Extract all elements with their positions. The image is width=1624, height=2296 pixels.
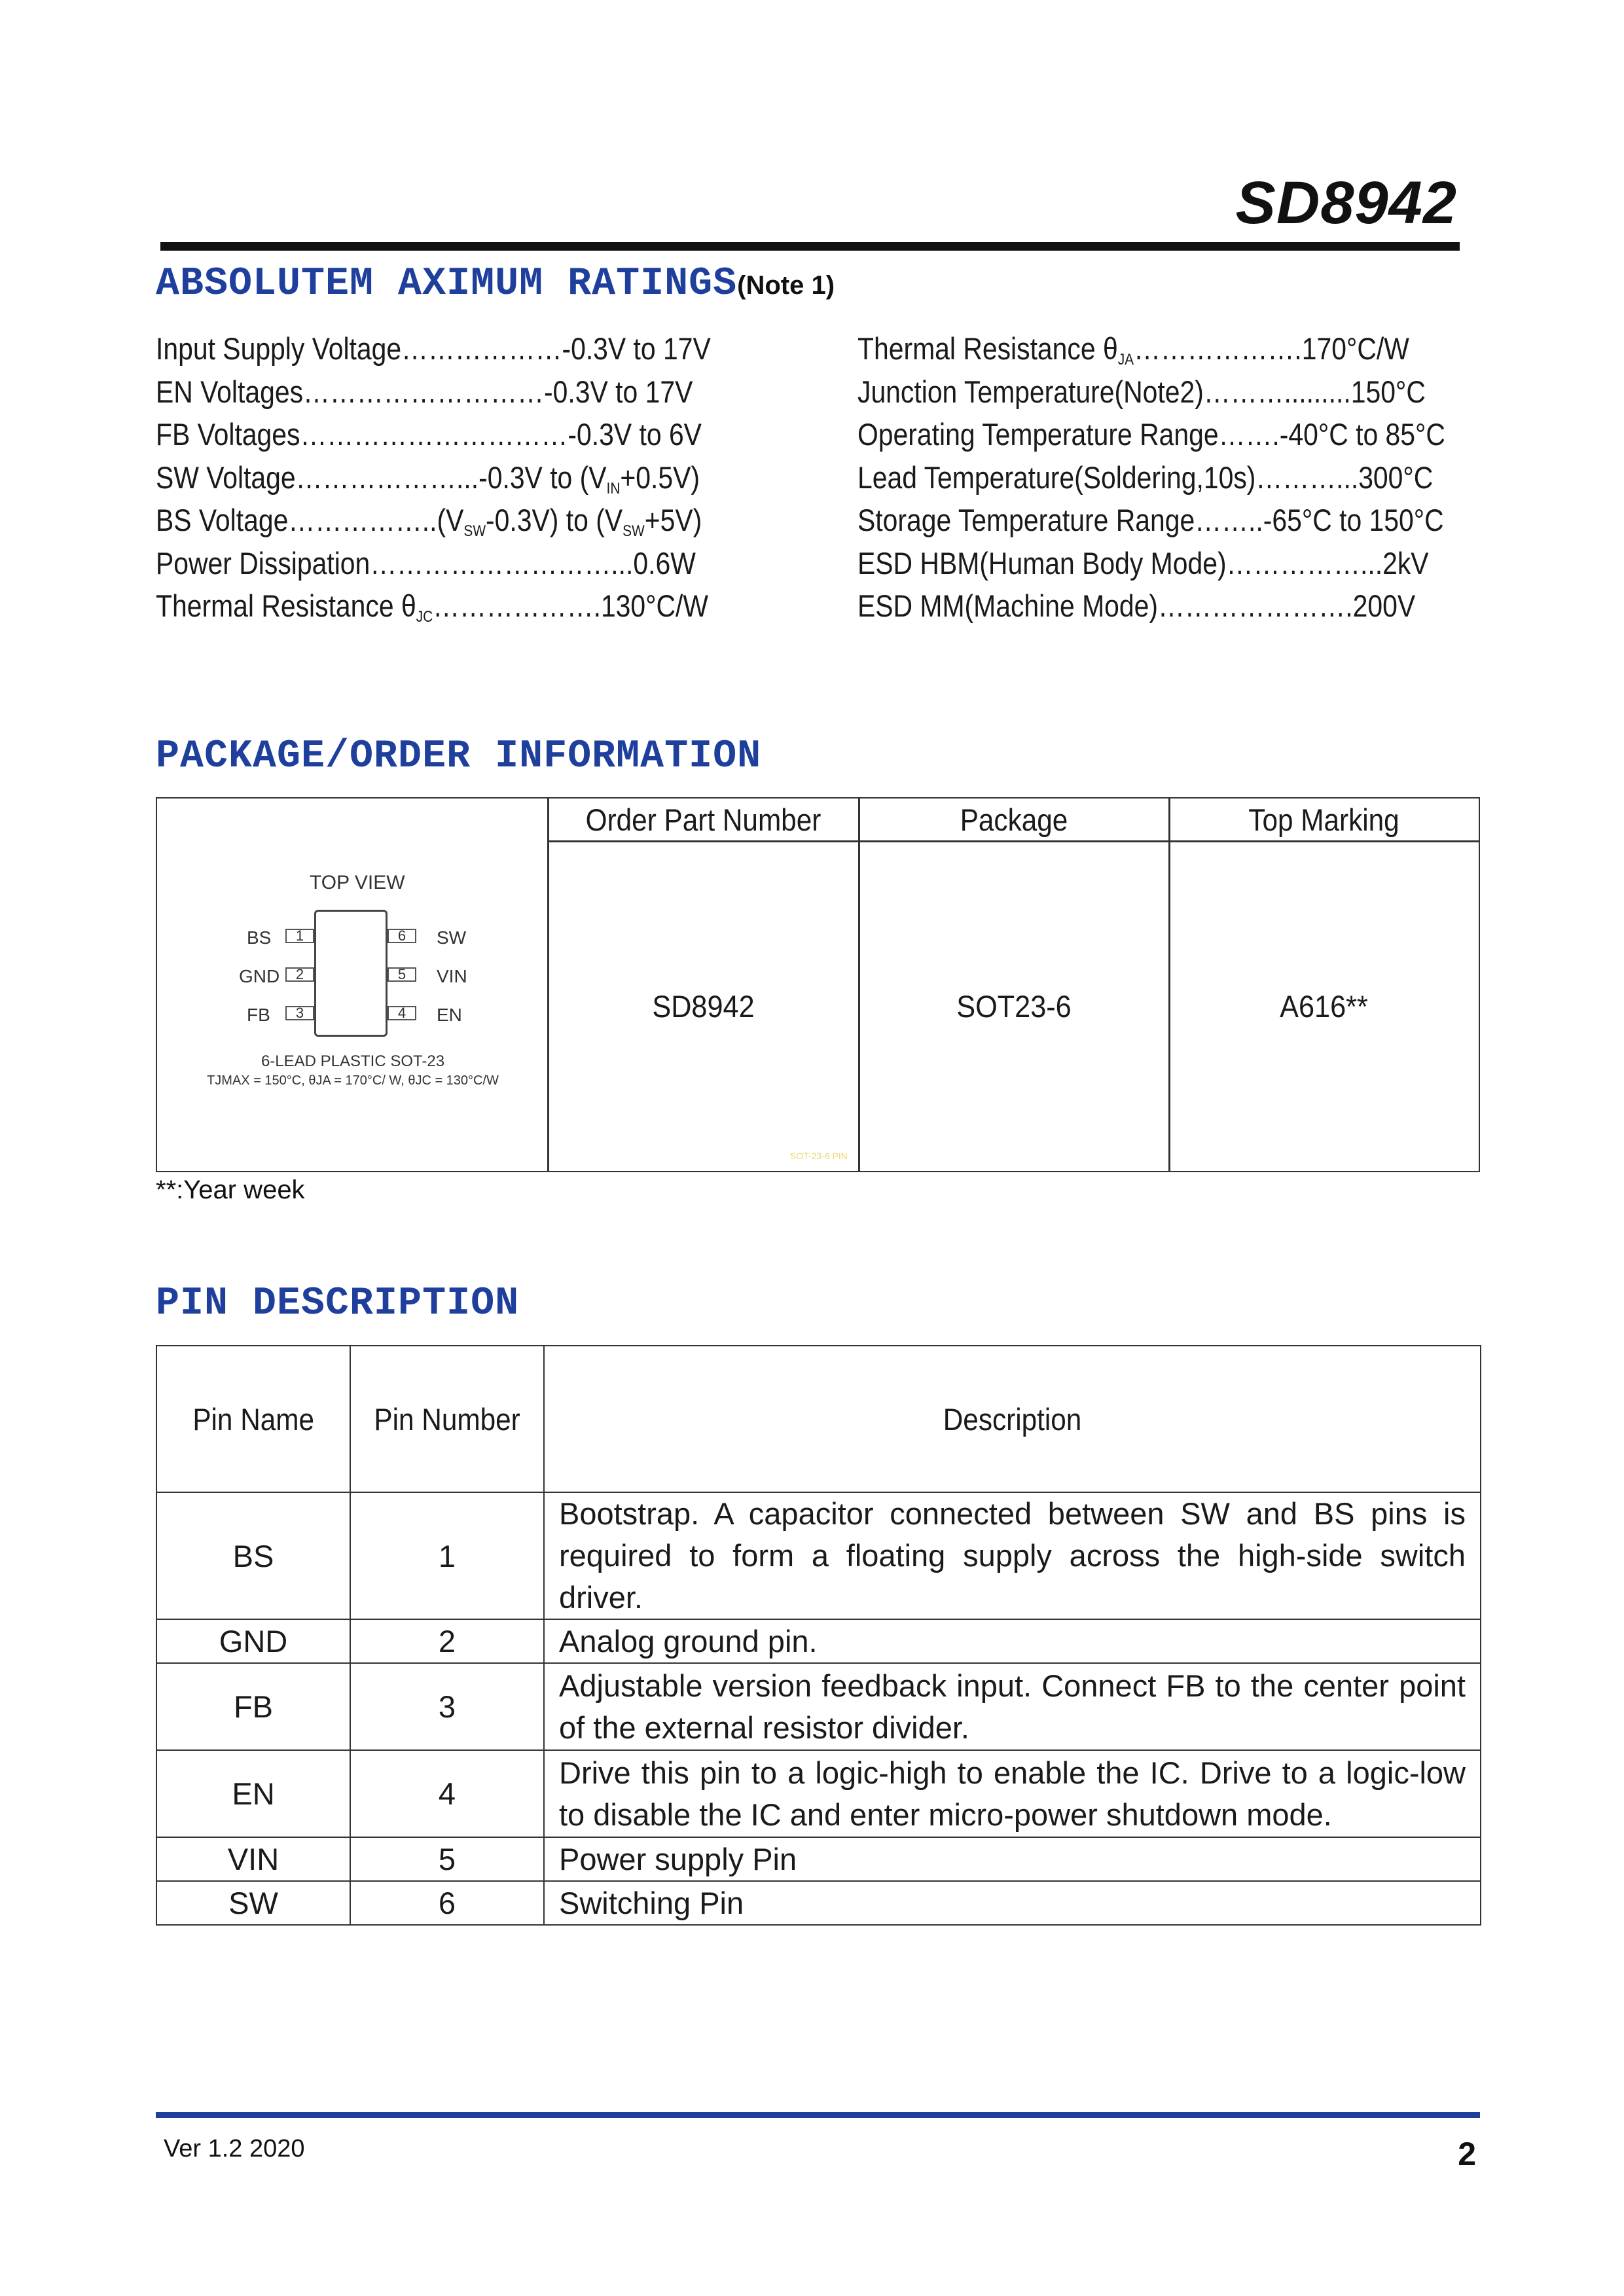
pin-label-bs: BS [247,927,272,948]
pin-name-cell: SW [156,1881,350,1925]
ratings-heading-text: ABSOLUTEM AXIMUM RATINGS [156,262,738,306]
pin-box-6: 6 [388,929,416,943]
rating-esd-hbm: ESD HBM(Human Body Mode)……………...2kV [857,545,1429,581]
rating-esd-mm: ESD MM(Machine Mode)………………….200V [857,588,1416,623]
pin-description-table [156,1345,1481,1926]
rating-thermal-resistance-jc: Thermal Resistance $\theta_{JC}\dots\dots\dots\dots\dots\dots.130^\circ C/W$ [156,588,709,626]
pin-number-cell: 3 [350,1663,544,1750]
pin-number-cell: 6 [350,1881,544,1925]
pin-box-5: 5 [388,967,416,982]
table-row [156,1881,1481,1925]
rating-en-voltages: EN Voltages………………………-0.3V to 17V [156,374,693,409]
pin-description-cell: Bootstrap. A capacitor connected between SW and BS pins is required to form a floating supply across the high-side switch driver. [544,1492,1481,1619]
pin-number-cell: 5 [350,1837,544,1881]
pin-description-cell: Power supply Pin [544,1837,1481,1881]
column-pin-number: Pin Number [350,1346,544,1492]
header-rule [160,242,1460,251]
diagram-thermal-spec: TJMAX = 150°C, θJA = 170°C/ W, θJC = 130°C/W [207,1073,499,1088]
pin-box-3: 3 [285,1006,314,1020]
ratings-heading [156,262,835,306]
rating-lead-temperature: Lead Temperature(Soldering,10s)………...300°C [857,459,1434,495]
table-row [156,1492,1481,1619]
diagram-caption: 6-LEAD PLASTIC SOT-23 [261,1052,445,1070]
pin-label-sw: SW [437,927,467,948]
column-description: Description [544,1346,1481,1492]
pin-name-cell: EN [156,1750,350,1837]
footer-rule [156,2112,1480,2118]
table-row [156,1663,1481,1750]
ratings-left-column [156,327,793,628]
column-package: Package [960,802,1068,837]
pin-label-gnd: GND [239,966,280,986]
pin-box-1: 1 [285,929,314,943]
diagram-top-view-label: TOP VIEW [310,872,405,893]
faint-watermark: SOT-23-6 PIN [790,1151,848,1161]
pin-description-cell: Drive this pin to a logic-high to enable the IC. Drive to a logic-low to disable the IC and enter micro-power shutdown mode. [544,1750,1481,1837]
top-marking-value: A616** [1280,989,1368,1024]
table-row [156,1837,1481,1881]
pin-description-cell: Switching Pin [544,1881,1481,1925]
pin-label-en: EN [437,1005,462,1025]
pin-name-cell: VIN [156,1837,350,1881]
pin-number-cell: 2 [350,1619,544,1663]
page-number: 2 [1458,2136,1476,2172]
year-week-footnote: **:Year week [156,1175,305,1204]
pin-description-heading: PIN DESCRIPTION [156,1282,520,1326]
ratings-note: (Note 1) [737,271,835,300]
rating-input-supply-voltage: Input Supply Voltage………………-0.3V to 17V [156,331,711,366]
pin-number-cell: 1 [350,1492,544,1619]
order-part-number-value: SD8942 [652,989,755,1024]
rating-storage-temperature: Storage Temperature Range……..-65°C to 150°C [857,503,1444,537]
pin-description-cell: Adjustable version feedback input. Connect FB to the center point of the external resistor divider. [544,1663,1481,1750]
pin-box-2: 2 [285,967,314,982]
pin-label-fb: FB [247,1005,270,1025]
rating-bs-voltage: BS $Voltage\dots\dots\dots\dots\dots..(V_{SW}-0.3V)$ to $(V_{SW}+5V)$ [156,503,702,540]
package-heading: PACKAGE/ORDER INFORMATION [156,734,762,779]
column-pin-name: Pin Name [156,1346,350,1492]
rating-power-dissipation: Power Dissipation………………………...0.6W [156,545,696,581]
pin-number-cell: 4 [350,1750,544,1837]
pin-label-vin: VIN [437,966,467,986]
pin-description-cell: Analog ground pin. [544,1619,1481,1663]
pin-name-cell: BS [156,1492,350,1619]
package-order-table [156,797,1480,1172]
pin-box-4: 4 [388,1006,416,1020]
rating-thermal-resistance-ja: Thermal Resistance $\theta_{JA}\dots\dots\dots\dots\dots\dots.170^\circ C/W$ [857,331,1409,368]
pin-name-cell: FB [156,1663,350,1750]
table-row [156,1619,1481,1663]
rating-junction-temperature: Junction Temperature(Note2)……….........150°C [857,374,1426,409]
rating-operating-temperature: Operating Temperature Range…….-40°C to 85°C [857,417,1445,452]
table-row [156,1750,1481,1837]
version-label: Ver 1.2 2020 [164,2135,305,2162]
pin-name-cell: GND [156,1619,350,1663]
package-value: SOT23-6 [956,989,1072,1024]
rating-fb-voltages: FB Voltages…………………………-0.3V to 6V [156,417,702,452]
document-part-number: SD8942 [1235,170,1457,236]
pinout-diagram [157,798,549,1172]
column-top-marking: Top Marking [1248,802,1399,837]
chip-outline [314,910,388,1037]
column-order-part-number: Order Part Number [585,802,821,837]
rating-sw-voltage: SW Voltage………………...-0.3V to $(V_{IN}+0.5V)$ [156,459,700,497]
ratings-right-column [857,327,1533,628]
